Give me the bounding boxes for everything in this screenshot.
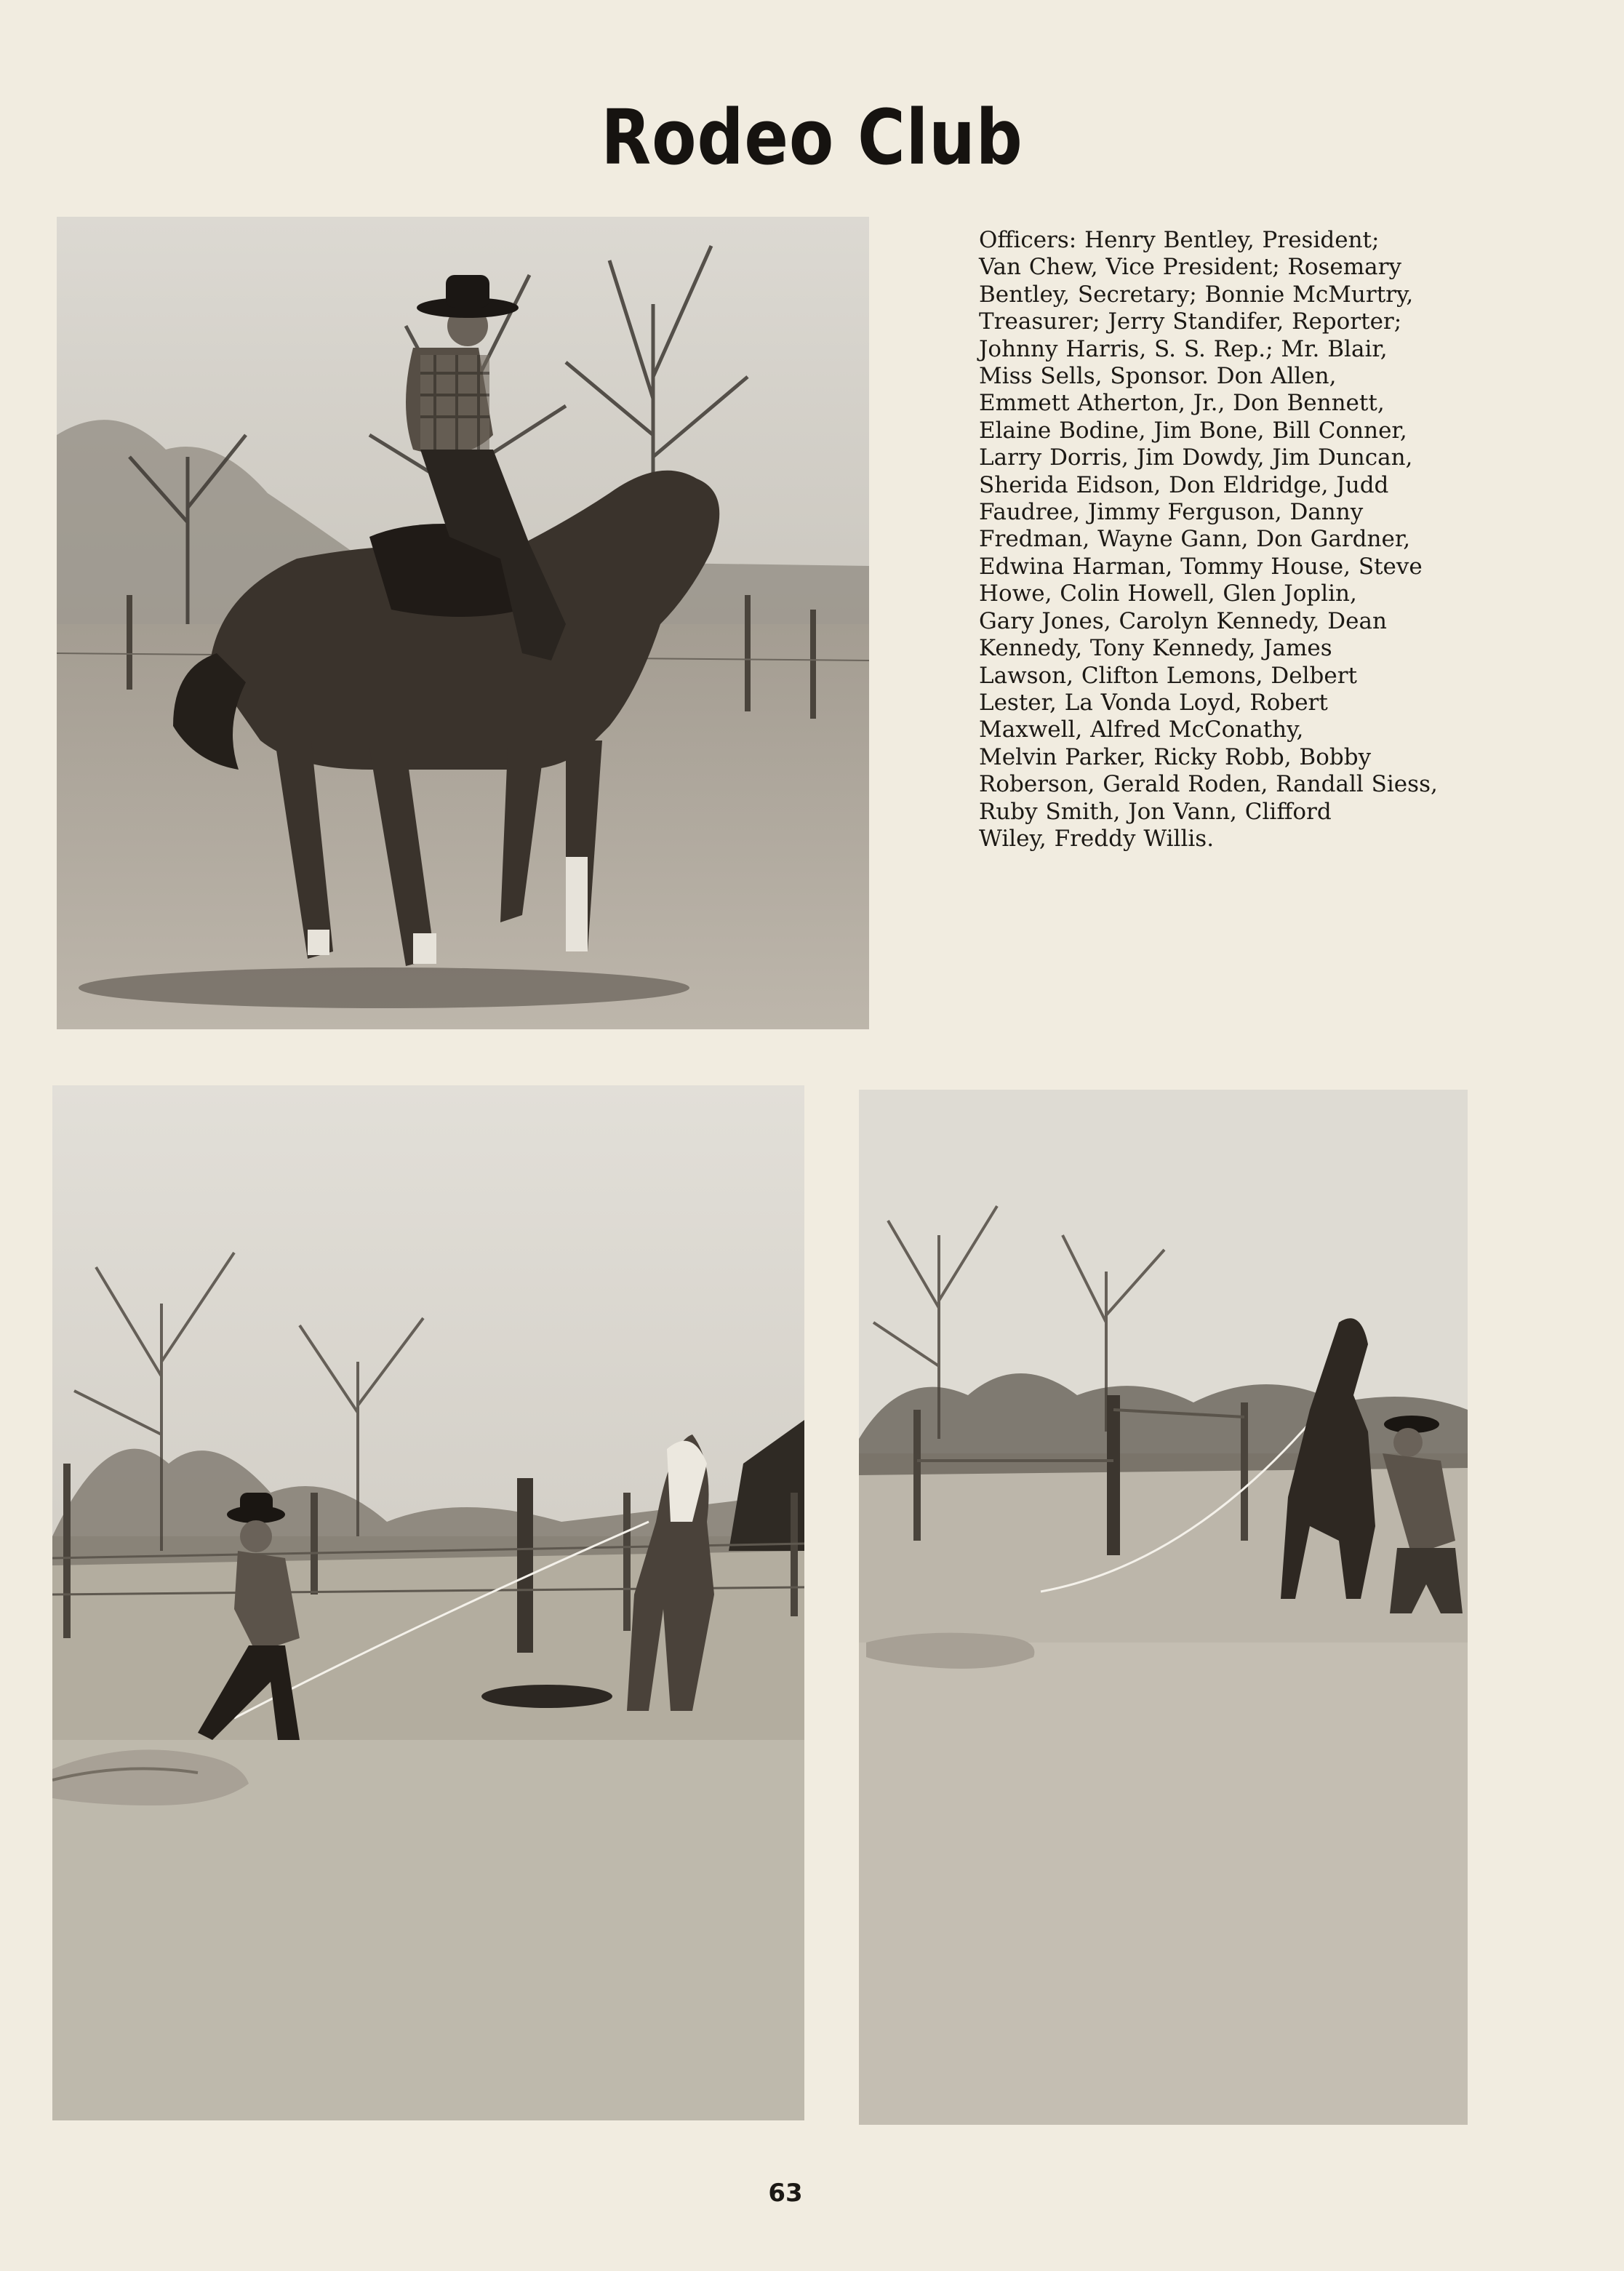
roster-line: Emmett Atherton, Jr., Don Bennett, xyxy=(979,390,1385,417)
roster-line: Officers: Henry Bentley, President; xyxy=(979,227,1380,253)
photo-calf-roping-2 xyxy=(859,1090,1468,2125)
roster-line: Howe, Colin Howell, Glen Joplin, xyxy=(979,580,1357,607)
roster-line: Roberson, Gerald Roden, Randall Siess, xyxy=(979,771,1438,798)
roster-line: Larry Dorris, Jim Dowdy, Jim Duncan, xyxy=(979,444,1413,471)
photo-horse-rider xyxy=(57,217,869,1029)
roster-line: Van Chew, Vice President; Rosemary xyxy=(979,254,1401,281)
roster-line: Gary Jones, Carolyn Kennedy, Dean xyxy=(979,607,1387,634)
roster-line: Faudree, Jimmy Ferguson, Danny xyxy=(979,499,1364,526)
roster-line: Lester, La Vonda Loyd, Robert xyxy=(979,689,1328,716)
roster-line: Ruby Smith, Jon Vann, Clifford xyxy=(979,798,1332,825)
roster-line: Lawson, Clifton Lemons, Delbert xyxy=(979,662,1357,689)
page-number: 63 xyxy=(768,2179,803,2208)
roster-line: Johnny Harris, S. S. Rep.; Mr. Blair, xyxy=(979,335,1388,362)
roster-text xyxy=(979,227,1473,853)
roster-line: Wiley, Freddy Willis. xyxy=(979,825,1215,852)
roster-line: Elaine Bodine, Jim Bone, Bill Conner, xyxy=(979,417,1407,444)
photo-horse-rider-image xyxy=(57,217,869,1029)
roster-line: Edwina Harman, Tommy House, Steve xyxy=(979,553,1423,580)
roster-line: Kennedy, Tony Kennedy, James xyxy=(979,635,1332,662)
page-title: Rodeo Club xyxy=(601,93,1023,182)
roster-line: Melvin Parker, Ricky Robb, Bobby xyxy=(979,743,1372,770)
roster-line: Fredman, Wayne Gann, Don Gardner, xyxy=(979,526,1411,553)
photo-calf-roping-2-image xyxy=(859,1090,1468,2125)
roster-line: Miss Sells, Sponsor. Don Allen, xyxy=(979,363,1337,390)
photo-calf-roping xyxy=(52,1085,804,2120)
roster-line: Maxwell, Alfred McConathy, xyxy=(979,717,1304,743)
photo-calf-roping-image xyxy=(52,1085,804,2120)
roster-line: Sherida Eidson, Don Eldridge, Judd xyxy=(979,471,1389,498)
roster-line: Treasurer; Jerry Standifer, Reporter; xyxy=(979,308,1402,335)
roster-line: Bentley, Secretary; Bonnie McMurtry, xyxy=(979,281,1414,308)
